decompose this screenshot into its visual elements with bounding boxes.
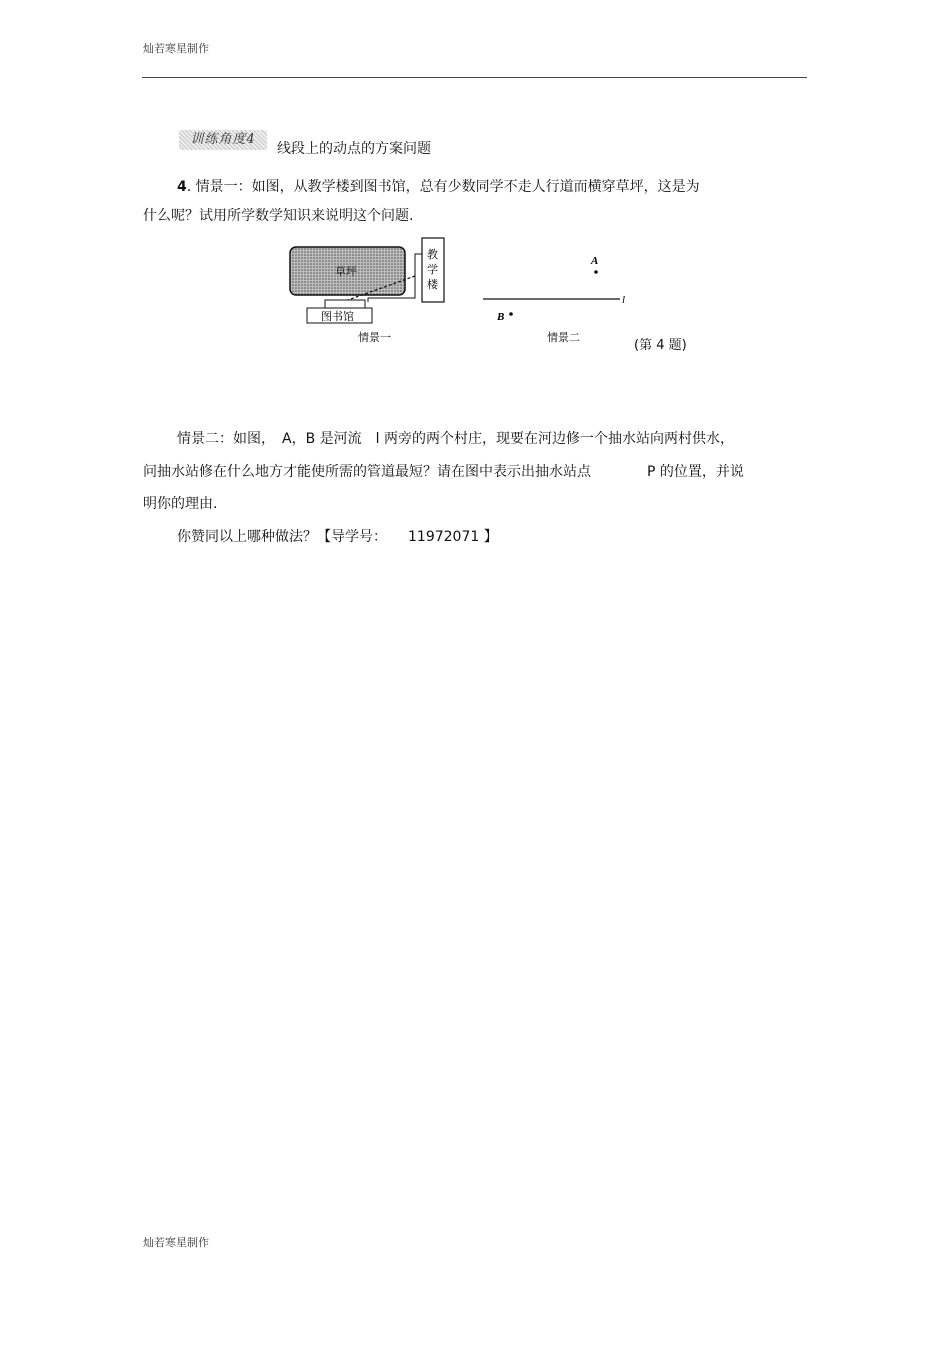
river-label: l: [622, 294, 626, 306]
library-label: 图书馆: [321, 310, 354, 323]
scene1-caption: 情景一: [358, 331, 391, 344]
scene2-text-2: 问抽水站修在什么地方才能使所需的管道最短？请在图中表示出抽水站点 P 的位置，并说: [143, 464, 744, 480]
scene2-text-3: 明你的理由.: [143, 496, 218, 512]
teaching-building-char-1: 教: [427, 248, 438, 261]
question-number-dot: .: [186, 179, 196, 195]
library-step: [325, 300, 365, 308]
training-angle-badge: 训练角度4: [179, 130, 267, 150]
page-header: 灿若寒星制作: [143, 42, 209, 55]
scene2-text-1: 情景二：如图， A，B 是河流 l 两旁的两个村庄，现要在河边修一个抽水站向两村供水，: [177, 431, 734, 447]
question-scene1-line1: [177, 176, 700, 196]
scene1-text-1: 情景一：如图，从教学楼到图书馆，总有少数同学不走人行道而横穿草坪，这是为: [195, 179, 700, 195]
lawn-label: 草坪: [335, 265, 357, 278]
question-figure: [280, 236, 670, 361]
scene1-text-2: 什么呢？试用所学数学知识来说明这个问题.: [143, 208, 414, 224]
header-rule: [142, 77, 807, 78]
section-title: 线段上的动点的方案问题: [277, 141, 431, 157]
point-a-dot: [594, 270, 598, 274]
point-b-dot: [509, 312, 513, 316]
teaching-building-char-2: 学: [427, 263, 438, 276]
point-b-label: B: [497, 311, 505, 323]
figure-caption: (第 4 题): [634, 338, 687, 353]
closing-question: 你赞同以上哪种做法？【导学号： 11972071 】: [177, 529, 498, 545]
teaching-building-char-3: 楼: [427, 278, 438, 291]
question-number: 4: [177, 179, 187, 195]
scene2-caption: 情景二: [547, 331, 580, 344]
point-a-label: A: [591, 255, 599, 267]
page-footer: 灿若寒星制作: [143, 1236, 209, 1249]
